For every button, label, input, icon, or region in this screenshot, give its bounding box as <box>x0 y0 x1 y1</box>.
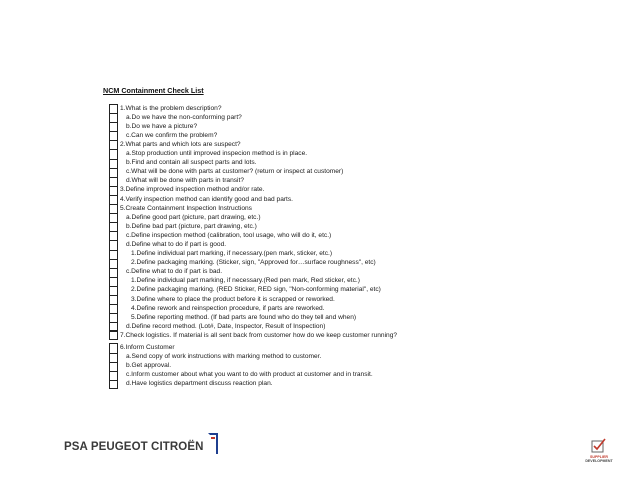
checklist-item-text: b.Get approval. <box>126 362 172 370</box>
checklist-item-text: c.Define what to do if part is bad. <box>126 268 223 276</box>
checklist-item-text: b.Find and contain all suspect parts and lots. <box>126 159 257 167</box>
checkbox[interactable] <box>109 259 118 268</box>
supplier-check-icon <box>590 437 608 455</box>
checkbox[interactable] <box>109 140 118 149</box>
development-label: DEVELOPMENT <box>585 459 613 463</box>
checklist-item-text: d.What will be done with parts in transit? <box>126 177 245 185</box>
checkbox[interactable] <box>109 331 118 340</box>
checklist-item-text: 2.What parts and which lots are suspect? <box>120 140 241 148</box>
checklist-item-text: 2.Define packaging marking. (Sticker, sign, "Approved for…surface roughness", etc) <box>131 259 376 267</box>
checkbox[interactable] <box>109 168 118 177</box>
checkbox[interactable] <box>109 159 118 168</box>
checkbox[interactable] <box>109 222 118 231</box>
supplier-development-logo <box>584 437 614 463</box>
checkbox[interactable] <box>109 177 118 186</box>
checkbox[interactable] <box>109 122 118 131</box>
checklist-item-text: a.Define good part (picture, part drawing, etc.) <box>126 213 261 221</box>
checkbox[interactable] <box>109 213 118 222</box>
checkbox[interactable] <box>109 204 118 213</box>
brand-name: PSA PEUGEOT CITROËN <box>64 441 204 453</box>
checkbox[interactable] <box>109 322 118 331</box>
checkbox[interactable] <box>109 313 118 322</box>
checkbox[interactable] <box>109 295 118 304</box>
checklist-item-text: c.Can we confirm the problem? <box>126 131 218 139</box>
checkbox[interactable] <box>109 250 118 259</box>
checkbox[interactable] <box>109 113 118 122</box>
psa-lion-mark-icon <box>207 432 219 456</box>
checklist-item-text: d.Have logistics department discuss reaction plan. <box>126 380 273 388</box>
checklist-item-text: d.Define what to do if part is good. <box>126 241 227 248</box>
checklist-item-text: 5.Create Containment Inspection Instructions <box>120 204 252 212</box>
checklist-item-text: 1.What is the problem description? <box>120 104 222 112</box>
checklist-item-text: c.Define inspection method (calibration, tool usage, who will do it, etc.) <box>126 231 332 239</box>
checklist-item-text: 3.Define where to place the product before it is scrapped or reworked. <box>131 295 335 303</box>
checklist-item-text: 4.Verify inspection method can identify good and bad parts. <box>120 195 294 203</box>
checklist-item-text: 7.Check logistics. If material is all sent back from customer how do we keep customer running? <box>120 331 398 339</box>
checkbox[interactable] <box>109 186 118 195</box>
checkbox[interactable] <box>109 371 118 380</box>
checklist-item-text: c.What will be done with parts at customer? (return or inspect at customer) <box>126 168 344 176</box>
checkbox[interactable] <box>109 149 118 158</box>
checkbox[interactable] <box>109 362 118 371</box>
checkbox[interactable] <box>109 131 118 140</box>
supplier-label: SUPPLIER <box>590 455 608 459</box>
checklist-item-text: b.Define bad part (picture, part drawing, etc.) <box>126 222 257 230</box>
checklist-item-text: 2.Define packaging marking. (RED Sticker, RED sign, "Non-conforming material", etc) <box>131 286 381 294</box>
checklist-item-text: c.Inform customer about what you want to do with product at customer and in transit. <box>126 371 373 379</box>
checkbox[interactable] <box>109 268 118 277</box>
checkbox[interactable] <box>109 286 118 295</box>
checklist-item-text: d.Define record method. (Lot#, Date, Inspector, Result of Inspection) <box>126 322 326 330</box>
checkbox[interactable] <box>109 343 118 352</box>
checkbox[interactable] <box>109 277 118 286</box>
checklist-item-text: 6.Inform Customer <box>120 344 175 352</box>
checkbox[interactable] <box>109 353 118 362</box>
checklist-item-text: 1.Define individual part marking, if necessary.(pen mark, sticker, etc.) <box>131 250 333 258</box>
checklist-item-text: a.Do we have the non-conforming part? <box>126 113 242 121</box>
checklist-item-text: 3.Define improved inspection method and/or rate. <box>120 186 265 194</box>
checklist-item-text: 4.Define rework and reinspection procedure, if parts are reworked. <box>131 304 325 312</box>
checklist-item-text: a.Stop production until improved inspecion method is in place. <box>126 150 308 158</box>
checkbox[interactable] <box>109 240 118 249</box>
checkbox[interactable] <box>109 195 118 204</box>
checklist-item-text: a.Send copy of work instructions with marking method to customer. <box>126 353 322 361</box>
checklist-item-text: 1.Define individual part marking, if necessary.(Red pen mark, Red sticker, etc.) <box>131 277 360 285</box>
checkbox[interactable] <box>109 304 118 313</box>
checkbox[interactable] <box>109 231 118 240</box>
checklist-title: NCM Containment Check List <box>103 86 204 95</box>
checkbox[interactable] <box>109 380 118 389</box>
psa-logo <box>64 437 204 455</box>
checklist-item-text: b.Do we have a picture? <box>126 122 198 130</box>
checkbox[interactable] <box>109 104 118 113</box>
checklist-item-text: 5.Define reporting method. (If bad parts are found who do they tell and when) <box>131 313 357 321</box>
